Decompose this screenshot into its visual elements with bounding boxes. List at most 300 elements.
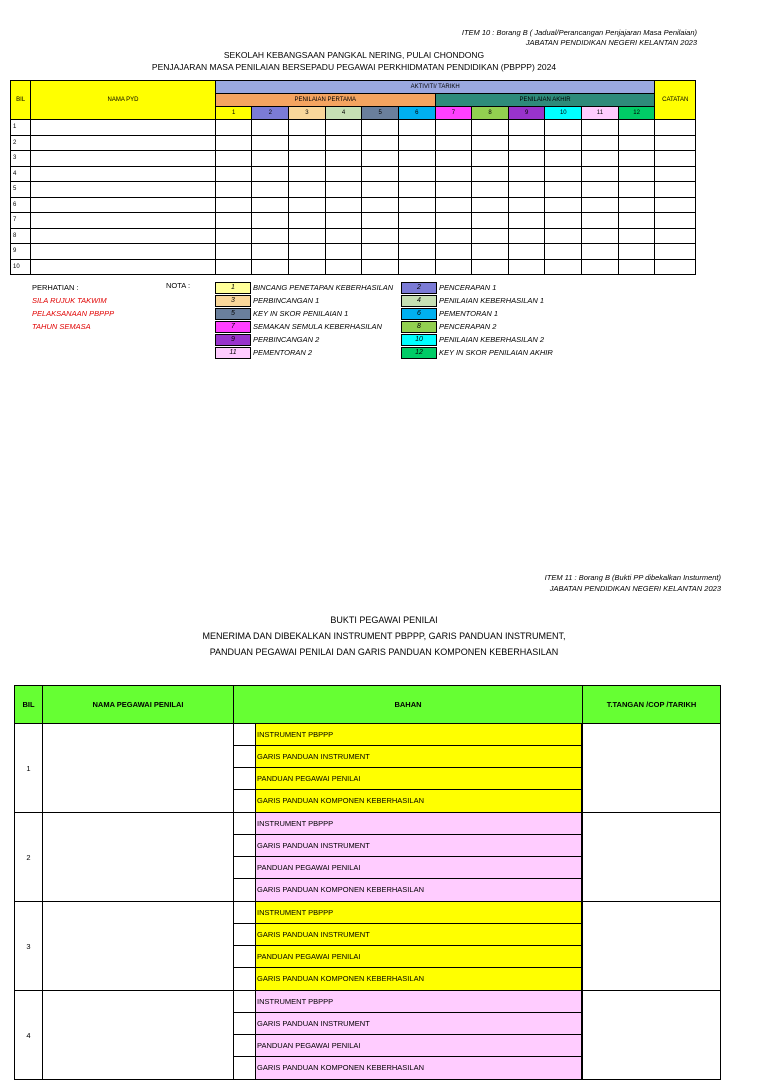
signature-cell[interactable] — [583, 813, 721, 902]
date-cell[interactable] — [618, 135, 655, 151]
date-cell[interactable] — [435, 120, 472, 136]
pyd-name-cell[interactable] — [31, 166, 216, 182]
title2-line1: BUKTI PEGAWAI PENILAI — [330, 615, 438, 625]
catatan-cell[interactable] — [655, 135, 696, 151]
table-row — [11, 135, 696, 151]
date-cell[interactable] — [582, 182, 619, 198]
legend-item — [401, 281, 553, 294]
date-cell[interactable] — [215, 182, 252, 198]
bahan-label: PANDUAN PEGAWAI PENILAI — [256, 946, 582, 967]
date-cell[interactable] — [545, 197, 582, 213]
bahan-checkbox[interactable] — [234, 746, 256, 767]
row-number: 2 — [15, 813, 43, 902]
date-cell[interactable] — [508, 120, 545, 136]
table-row — [15, 724, 721, 813]
table-row — [15, 813, 721, 902]
date-cell[interactable] — [545, 228, 582, 244]
date-cell[interactable] — [252, 213, 289, 229]
date-cell[interactable] — [325, 182, 362, 198]
legend-label: PEMENTORAN 1 — [439, 309, 499, 318]
legend-label: SEMAKAN SEMULA KEBERHASILAN — [253, 322, 382, 331]
title2-line3: PANDUAN PEGAWAI PENILAI DAN GARIS PANDUAN KOMPONEN KEBERHASILAN — [209, 647, 559, 657]
date-cell[interactable] — [545, 213, 582, 229]
date-cell[interactable] — [508, 135, 545, 151]
date-cell[interactable] — [472, 120, 509, 136]
date-cell[interactable] — [325, 259, 362, 275]
catatan-cell[interactable] — [655, 213, 696, 229]
date-cell[interactable] — [435, 151, 472, 167]
date-cell[interactable] — [545, 259, 582, 275]
date-cell[interactable] — [325, 228, 362, 244]
date-cell[interactable] — [362, 182, 399, 198]
date-cell[interactable] — [472, 197, 509, 213]
date-cell[interactable] — [289, 259, 326, 275]
date-cell[interactable] — [215, 166, 252, 182]
date-cell[interactable] — [508, 259, 545, 275]
item10-line2: JABATAN PENDIDIKAN NEGERI KELANTAN 2023 — [525, 38, 697, 47]
bahan-checkbox[interactable] — [234, 768, 256, 789]
date-cell[interactable] — [362, 135, 399, 151]
row-number: 5 — [11, 182, 31, 198]
bahan-item — [234, 768, 582, 790]
date-cell[interactable] — [398, 151, 435, 167]
bahan-item — [234, 857, 582, 879]
activity-col-2: 2 — [252, 107, 289, 120]
bahan-item — [234, 790, 582, 812]
date-cell[interactable] — [435, 166, 472, 182]
table-row — [11, 166, 696, 182]
bahan-checkbox[interactable] — [234, 1035, 256, 1056]
date-cell[interactable] — [362, 151, 399, 167]
table-row — [11, 228, 696, 244]
t2-nama-header: NAMA PEGAWAI PENILAI — [43, 686, 234, 724]
legend-swatch: 5 — [215, 308, 251, 320]
legend-item — [215, 281, 393, 294]
pyd-name-cell[interactable] — [31, 182, 216, 198]
legend-item — [215, 333, 393, 346]
catatan-cell[interactable] — [655, 259, 696, 275]
perhatian-line3: TAHUN SEMASA — [32, 322, 91, 331]
date-cell[interactable] — [362, 197, 399, 213]
date-cell[interactable] — [215, 213, 252, 229]
date-cell[interactable] — [508, 228, 545, 244]
date-cell[interactable] — [325, 213, 362, 229]
date-cell[interactable] — [325, 120, 362, 136]
bahan-label: PANDUAN PEGAWAI PENILAI — [256, 768, 582, 789]
legend-item — [215, 346, 393, 359]
bahan-checkbox[interactable] — [234, 879, 256, 901]
catatan-cell[interactable] — [655, 182, 696, 198]
date-cell[interactable] — [215, 259, 252, 275]
date-cell[interactable] — [398, 135, 435, 151]
date-cell[interactable] — [472, 151, 509, 167]
date-cell[interactable] — [545, 151, 582, 167]
date-cell[interactable] — [325, 166, 362, 182]
legend-label: PENILAIAN KEBERHASILAN 1 — [439, 296, 545, 305]
bahan-checkbox[interactable] — [234, 724, 256, 745]
pyd-name-cell[interactable] — [31, 259, 216, 275]
legend-item — [401, 320, 553, 333]
bahan-checkbox[interactable] — [234, 835, 256, 856]
date-cell[interactable] — [252, 259, 289, 275]
date-cell[interactable] — [325, 135, 362, 151]
nama-pyd-header: NAMA PYD — [31, 81, 216, 120]
legend-item — [215, 320, 393, 333]
activity-col-11: 11 — [582, 107, 619, 120]
pyd-name-cell[interactable] — [31, 135, 216, 151]
date-cell[interactable] — [472, 259, 509, 275]
bahan-cell — [234, 991, 583, 1080]
legend-label: PENILAIAN KEBERHASILAN 2 — [439, 335, 545, 344]
date-cell[interactable] — [289, 120, 326, 136]
legend-swatch: 1 — [215, 282, 251, 294]
bahan-item — [234, 924, 582, 946]
date-cell[interactable] — [508, 166, 545, 182]
bahan-label: PANDUAN PEGAWAI PENILAI — [256, 1035, 582, 1056]
legend-swatch: 11 — [215, 347, 251, 359]
bahan-item — [234, 968, 582, 990]
date-cell[interactable] — [362, 259, 399, 275]
item10-line1: ITEM 10 : Borang B ( Jadual/Perancangan Penjajaran Masa Penilaian) — [461, 28, 697, 37]
legend-label: KEY IN SKOR PENILAIAN AKHIR — [439, 348, 553, 357]
date-cell[interactable] — [398, 259, 435, 275]
row-number: 9 — [11, 244, 31, 260]
bahan-label: GARIS PANDUAN KOMPONEN KEBERHASILAN — [256, 968, 582, 990]
legend-swatch: 7 — [215, 321, 251, 333]
nota-label: NOTA : — [166, 281, 191, 290]
date-cell[interactable] — [252, 151, 289, 167]
legend-swatch: 6 — [401, 308, 437, 320]
date-cell[interactable] — [582, 151, 619, 167]
date-cell[interactable] — [508, 213, 545, 229]
perhatian-line2: PELAKSANAAN PBPPP — [32, 309, 115, 318]
pyd-name-cell[interactable] — [31, 213, 216, 229]
bahan-checkbox[interactable] — [234, 902, 256, 923]
catatan-cell[interactable] — [655, 244, 696, 260]
pegawai-name-cell[interactable] — [43, 724, 234, 813]
document-title: PENJAJARAN MASA PENILAIAN BERSEPADU PEGAWAI PERKHIDMATAN PENDIDIKAN (PBPPP) 2024 — [151, 62, 557, 72]
penilaian-akhir-header: PENILAIAN AKHIR — [435, 94, 655, 107]
catatan-cell[interactable] — [655, 228, 696, 244]
date-cell[interactable] — [582, 259, 619, 275]
pegawai-name-cell[interactable] — [43, 813, 234, 902]
pbppp-schedule-table — [10, 80, 696, 275]
bahan-checkbox[interactable] — [234, 946, 256, 967]
date-cell[interactable] — [289, 182, 326, 198]
date-cell[interactable] — [325, 244, 362, 260]
title2-line2: MENERIMA DAN DIBEKALKAN INSTRUMENT PBPPP, GARIS PANDUAN INSTRUMENT, — [202, 631, 566, 641]
signature-cell[interactable] — [583, 724, 721, 813]
aktiviti-header: AKTIVITI/ TARIKH — [215, 81, 655, 94]
date-cell[interactable] — [215, 244, 252, 260]
catatan-header: CATATAN — [655, 81, 696, 120]
legend-swatch: 12 — [401, 347, 437, 359]
date-cell[interactable] — [252, 228, 289, 244]
legend-swatch: 10 — [401, 334, 437, 346]
bahan-label: GARIS PANDUAN KOMPONEN KEBERHASILAN — [256, 790, 582, 812]
date-cell[interactable] — [252, 182, 289, 198]
bahan-cell — [234, 813, 583, 902]
date-cell[interactable] — [362, 120, 399, 136]
legend-label: BINCANG PENETAPAN KEBERHASILAN — [253, 283, 394, 292]
legend-item — [401, 307, 553, 320]
date-cell[interactable] — [545, 120, 582, 136]
date-cell[interactable] — [618, 166, 655, 182]
pyd-name-cell[interactable] — [31, 151, 216, 167]
bil-header: BIL — [11, 81, 31, 120]
date-cell[interactable] — [215, 228, 252, 244]
signature-cell[interactable] — [583, 991, 721, 1080]
perhatian-notes — [32, 281, 114, 333]
date-cell[interactable] — [545, 244, 582, 260]
date-cell[interactable] — [545, 135, 582, 151]
bahan-item — [234, 1013, 582, 1035]
date-cell[interactable] — [289, 151, 326, 167]
date-cell[interactable] — [289, 228, 326, 244]
row-number: 8 — [11, 228, 31, 244]
date-cell[interactable] — [618, 213, 655, 229]
bahan-checkbox[interactable] — [234, 1013, 256, 1034]
bahan-checkbox[interactable] — [234, 924, 256, 945]
date-cell[interactable] — [289, 135, 326, 151]
row-number: 1 — [11, 120, 31, 136]
date-cell[interactable] — [362, 244, 399, 260]
perhatian-label: PERHATIAN : — [32, 283, 79, 292]
bahan-label: INSTRUMENT PBPPP — [256, 724, 582, 745]
legend-label: PENCERAPAN 1 — [439, 283, 497, 292]
row-number: 3 — [15, 902, 43, 991]
date-cell[interactable] — [545, 166, 582, 182]
date-cell[interactable] — [582, 120, 619, 136]
item11-line1: ITEM 11 : Borang B (Bukti PP dibekalkan Insturment) — [544, 573, 721, 582]
penilaian-pertama-header: PENILAIAN PERTAMA — [215, 94, 435, 107]
activity-col-9: 9 — [508, 107, 545, 120]
date-cell[interactable] — [508, 244, 545, 260]
date-cell[interactable] — [435, 259, 472, 275]
row-number: 6 — [11, 197, 31, 213]
table-row — [11, 244, 696, 260]
date-cell[interactable] — [472, 166, 509, 182]
pyd-name-cell[interactable] — [31, 244, 216, 260]
legend-swatch: 8 — [401, 321, 437, 333]
table-row — [11, 197, 696, 213]
bahan-cell — [234, 724, 583, 813]
bahan-item — [234, 946, 582, 968]
legend-label: PEMENTORAN 2 — [253, 348, 313, 357]
date-cell[interactable] — [252, 135, 289, 151]
date-cell[interactable] — [618, 182, 655, 198]
bahan-item — [234, 991, 582, 1013]
date-cell[interactable] — [618, 259, 655, 275]
date-cell[interactable] — [289, 213, 326, 229]
bahan-label: GARIS PANDUAN INSTRUMENT — [256, 746, 582, 767]
bahan-label: INSTRUMENT PBPPP — [256, 991, 582, 1012]
table-row — [11, 259, 696, 275]
legend-label: PERBINCANGAN 1 — [253, 296, 320, 305]
legend-item — [215, 294, 393, 307]
bahan-label: INSTRUMENT PBPPP — [256, 902, 582, 923]
row-number: 4 — [15, 991, 43, 1080]
legend-swatch: 2 — [401, 282, 437, 294]
table-row — [15, 902, 721, 991]
date-cell[interactable] — [362, 228, 399, 244]
date-cell[interactable] — [362, 213, 399, 229]
date-cell[interactable] — [398, 197, 435, 213]
legend-item — [401, 333, 553, 346]
date-cell[interactable] — [289, 197, 326, 213]
date-cell[interactable] — [618, 228, 655, 244]
date-cell[interactable] — [398, 182, 435, 198]
bahan-label: INSTRUMENT PBPPP — [256, 813, 582, 834]
date-cell[interactable] — [325, 151, 362, 167]
date-cell[interactable] — [618, 151, 655, 167]
date-cell[interactable] — [435, 213, 472, 229]
row-number: 4 — [11, 166, 31, 182]
bahan-checkbox[interactable] — [234, 857, 256, 878]
date-cell[interactable] — [582, 228, 619, 244]
row-number: 7 — [11, 213, 31, 229]
date-cell[interactable] — [435, 197, 472, 213]
item11-header — [545, 572, 721, 594]
legend-swatch: 4 — [401, 295, 437, 307]
activity-col-4: 4 — [325, 107, 362, 120]
catatan-cell[interactable] — [655, 151, 696, 167]
bahan-item — [234, 902, 582, 924]
page-title-2 — [0, 612, 768, 660]
table-row — [15, 991, 721, 1080]
date-cell[interactable] — [435, 135, 472, 151]
date-cell[interactable] — [252, 197, 289, 213]
legend-left — [215, 281, 393, 359]
date-cell[interactable] — [472, 213, 509, 229]
date-cell[interactable] — [215, 151, 252, 167]
legend-item — [215, 307, 393, 320]
bahan-item — [234, 724, 582, 746]
date-cell[interactable] — [472, 228, 509, 244]
activity-col-5: 5 — [362, 107, 399, 120]
date-cell[interactable] — [582, 213, 619, 229]
date-cell[interactable] — [508, 197, 545, 213]
table-row — [11, 182, 696, 198]
date-cell[interactable] — [435, 244, 472, 260]
bahan-label: GARIS PANDUAN KOMPONEN KEBERHASILAN — [256, 1057, 582, 1079]
legend-swatch: 9 — [215, 334, 251, 346]
activity-col-6: 6 — [398, 107, 435, 120]
date-cell[interactable] — [618, 120, 655, 136]
perhatian-line1: SILA RUJUK TAKWIM — [32, 296, 107, 305]
date-cell[interactable] — [472, 182, 509, 198]
date-cell[interactable] — [252, 244, 289, 260]
legend-label: PENCERAPAN 2 — [439, 322, 497, 331]
legend-swatch: 3 — [215, 295, 251, 307]
activity-col-7: 7 — [435, 107, 472, 120]
date-cell[interactable] — [398, 120, 435, 136]
legend-right — [401, 281, 553, 359]
bahan-checkbox[interactable] — [234, 968, 256, 990]
date-cell[interactable] — [508, 151, 545, 167]
date-cell[interactable] — [398, 228, 435, 244]
date-cell[interactable] — [398, 244, 435, 260]
date-cell[interactable] — [618, 244, 655, 260]
catatan-cell[interactable] — [655, 197, 696, 213]
date-cell[interactable] — [472, 244, 509, 260]
pyd-name-cell[interactable] — [31, 120, 216, 136]
t2-bil-header: BIL — [15, 686, 43, 724]
date-cell[interactable] — [362, 166, 399, 182]
bahan-item — [234, 879, 582, 901]
date-cell[interactable] — [215, 197, 252, 213]
date-cell[interactable] — [582, 244, 619, 260]
pegawai-name-cell[interactable] — [43, 902, 234, 991]
item11-line2: JABATAN PENDIDIKAN NEGERI KELANTAN 2023 — [549, 584, 721, 593]
date-cell[interactable] — [215, 120, 252, 136]
date-cell[interactable] — [252, 166, 289, 182]
date-cell[interactable] — [545, 182, 582, 198]
table-row — [11, 213, 696, 229]
date-cell[interactable] — [508, 182, 545, 198]
date-cell[interactable] — [582, 166, 619, 182]
date-cell[interactable] — [398, 213, 435, 229]
pegawai-name-cell[interactable] — [43, 991, 234, 1080]
page-title-1 — [0, 49, 708, 73]
date-cell[interactable] — [618, 197, 655, 213]
bahan-checkbox[interactable] — [234, 790, 256, 812]
row-number: 3 — [11, 151, 31, 167]
table-row — [11, 151, 696, 167]
bahan-label: GARIS PANDUAN INSTRUMENT — [256, 924, 582, 945]
date-cell[interactable] — [435, 182, 472, 198]
date-cell[interactable] — [289, 166, 326, 182]
school-name: SEKOLAH KEBANGSAAN PANGKAL NERING, PULAI CHONDONG — [223, 50, 485, 60]
activity-col-3: 3 — [289, 107, 326, 120]
bahan-checkbox[interactable] — [234, 813, 256, 834]
date-cell[interactable] — [289, 244, 326, 260]
date-cell[interactable] — [435, 228, 472, 244]
date-cell[interactable] — [215, 135, 252, 151]
legend-label: KEY IN SKOR PENILAIAN 1 — [253, 309, 349, 318]
legend-item — [401, 346, 553, 359]
legend-item — [401, 294, 553, 307]
bahan-label: PANDUAN PEGAWAI PENILAI — [256, 857, 582, 878]
row-number: 1 — [15, 724, 43, 813]
date-cell[interactable] — [582, 135, 619, 151]
bahan-label: GARIS PANDUAN INSTRUMENT — [256, 835, 582, 856]
bahan-label: GARIS PANDUAN INSTRUMENT — [256, 1013, 582, 1034]
bahan-checkbox[interactable] — [234, 1057, 256, 1079]
activity-col-12: 12 — [618, 107, 655, 120]
catatan-cell[interactable] — [655, 166, 696, 182]
pyd-name-cell[interactable] — [31, 228, 216, 244]
catatan-cell[interactable] — [655, 120, 696, 136]
date-cell[interactable] — [398, 166, 435, 182]
bukti-pegawai-table — [14, 685, 721, 1080]
signature-cell[interactable] — [583, 902, 721, 991]
activity-col-8: 8 — [472, 107, 509, 120]
t2-ttangan-header: T.TANGAN /COP /TARIKH — [583, 686, 721, 724]
row-number: 2 — [11, 135, 31, 151]
bahan-item — [234, 1057, 582, 1079]
pyd-name-cell[interactable] — [31, 197, 216, 213]
bahan-item — [234, 835, 582, 857]
bahan-checkbox[interactable] — [234, 991, 256, 1012]
date-cell[interactable] — [582, 197, 619, 213]
table-row — [11, 120, 696, 136]
date-cell[interactable] — [325, 197, 362, 213]
date-cell[interactable] — [472, 135, 509, 151]
item10-header — [462, 28, 697, 48]
bahan-item — [234, 1035, 582, 1057]
date-cell[interactable] — [252, 120, 289, 136]
